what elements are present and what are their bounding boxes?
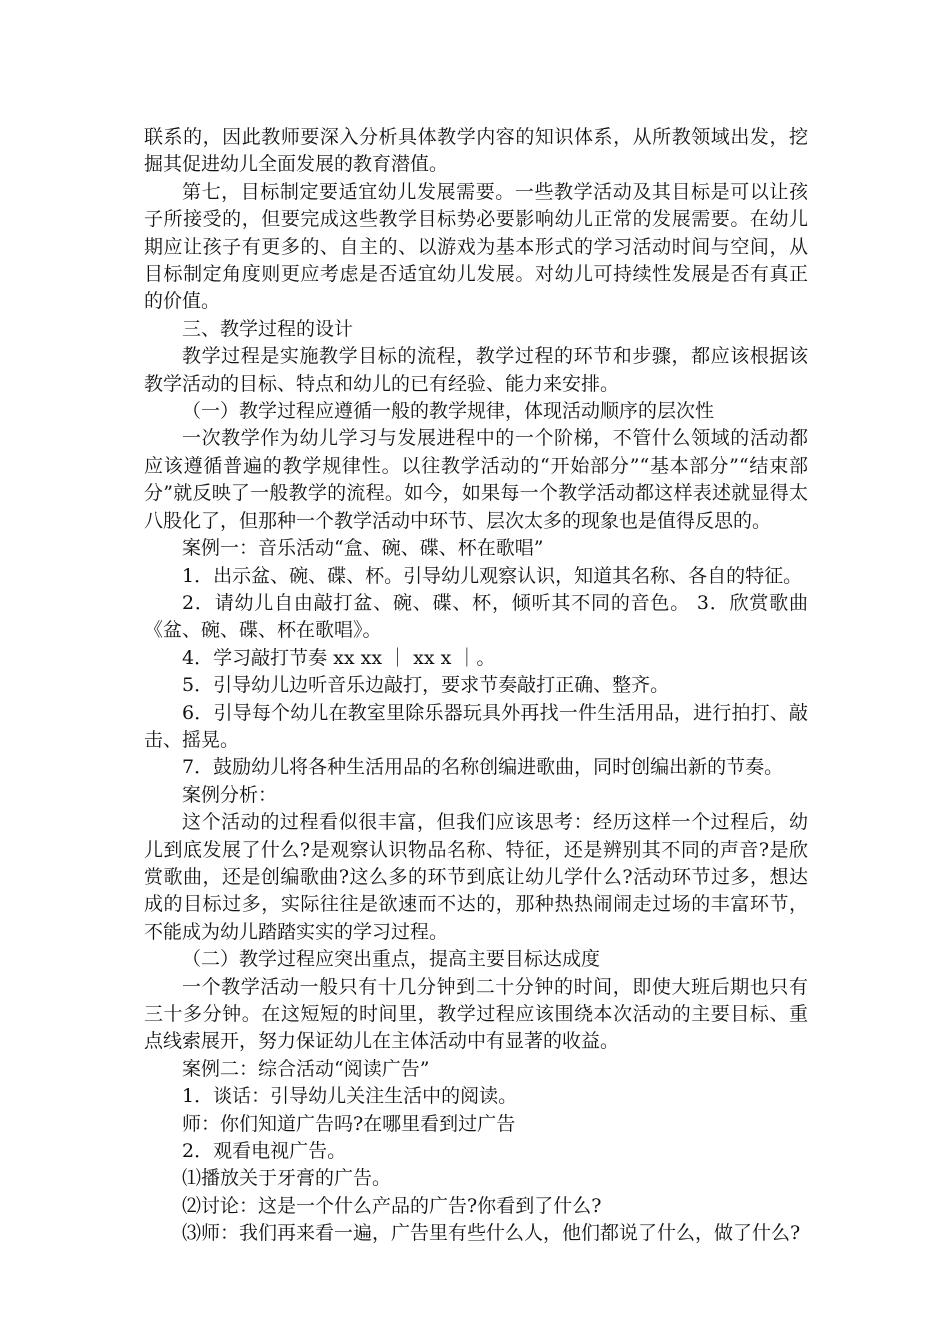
case-one-step-6: 6．引导每个幼儿在教室里除乐器玩具外再找一件生活用品，进行拍打、敲击、摇晃。 [144, 701, 808, 751]
case-two-title: 案例二：综合活动“阅读广告” [182, 1057, 430, 1080]
case-two-step-2: 2．观看电视广告。 [182, 1140, 347, 1163]
document-page [144, 124, 808, 1248]
case-one-step-4: 4．学习敲打节奏 xx xx ｜ xx x ｜。 [182, 646, 496, 669]
case-one-step-7: 7．鼓励幼儿将各种生活用品的名称创编进歌曲，同时创编出新的节奏。 [182, 756, 784, 779]
case-two-teacher-question: 师：你们知道广告吗?在哪里看到过广告 [182, 1112, 516, 1135]
case-two-substep-3: ⑶师：我们再来看一遍，广告里有些什么人，他们都说了什么，做了什么? [182, 1222, 801, 1245]
paragraph-process-intro: 教学过程是实施教学目标的流程，教学过程的环节和步骤，都应该根据该教学活动的目标、特点和幼儿的已有经验、能力来安排。 [144, 345, 808, 395]
section-heading-teaching-process: 三、教学过程的设计 [182, 317, 354, 340]
paragraph-continued: 联系的，因此教师要深入分析具体教学内容的知识体系，从所教领域出发，挖掘其促进幼儿全面发展的教育潜值。 [144, 126, 808, 176]
case-one-step-5: 5．引导幼儿边听音乐边敲打，要求节奏敲打正确、整齐。 [182, 674, 670, 697]
subheading-one: （一）教学过程应遵循一般的教学规律，体现活动顺序的层次性 [182, 400, 715, 423]
case-one-title: 案例一：音乐活动“盒、碗、碟、杯在歌唱” [182, 537, 544, 560]
paragraph-teaching-rules: 一次教学作为幼儿学习与发展进程中的一个阶梯，不管什么领域的活动都应该遵循普遍的教学规律性。以往教学活动的“开始部分”“基本部分”“结束部分”就反映了一般教学的流程。如今，如果每一个教学活动都这样表述就显得太八股化了，但那种一个教学活动中环节、层次太多的现象也是值得反思的。 [144, 427, 808, 532]
case-analysis-body: 这个活动的过程看似很丰富，但我们应该思考：经历这样一个过程后，幼儿到底发展了什么?是观察认识物品名称、特征，还是辨别其不同的声音?是欣赏歌曲，还是创编歌曲?这么多的环节到底让幼儿学什么?活动环节过多，想达成的目标过多，实际往往是欲速而不达的，那种热热闹闹走过场的丰富环节，不能成为幼儿踏踏实实的学习过程。 [144, 811, 808, 943]
case-two-step-1: 1．谈话：引导幼儿关注生活中的阅读。 [182, 1085, 518, 1108]
case-two-substep-2: ⑵讨论：这是一个什么产品的广告?你看到了什么? [182, 1194, 602, 1217]
case-two-substep-1: ⑴播放关于牙膏的广告。 [182, 1167, 392, 1190]
case-one-step-1: 1．出示盆、碗、碟、杯。引导幼儿观察认识，知道其名称、各自的特征。 [182, 564, 803, 587]
case-analysis-title: 案例分析： [182, 783, 278, 806]
paragraph-point-seven: 第七，目标制定要适宜幼儿发展需要。一些教学活动及其目标是可以让孩子所接受的，但要完成这些教学目标势必要影响幼儿正常的发展需要。在幼儿期应让孩子有更多的、自主的、以游戏为基本形式的学习活动时间与空间，从目标制定角度则更应考虑是否适宜幼儿发展。对幼儿可持续性发展是否有真正的价值。 [144, 180, 808, 313]
case-one-step-2-3: 2．请幼儿自由敲打盆、碗、碟、杯，倾听其不同的音色。 3．欣赏歌曲《盆、碗、碟、杯在歌唱》。 [144, 591, 808, 642]
subheading-two: （二）教学过程应突出重点，提高主要目标达成度 [182, 948, 601, 971]
paragraph-focus: 一个教学活动一般只有十几分钟到二十分钟的时间，即使大班后期也只有三十多分钟。在这短短的时间里，教学过程应该围绕本次活动的主要目标、重点线索展开，努力保证幼儿在主体活动中有显著的收益。 [144, 975, 808, 1053]
